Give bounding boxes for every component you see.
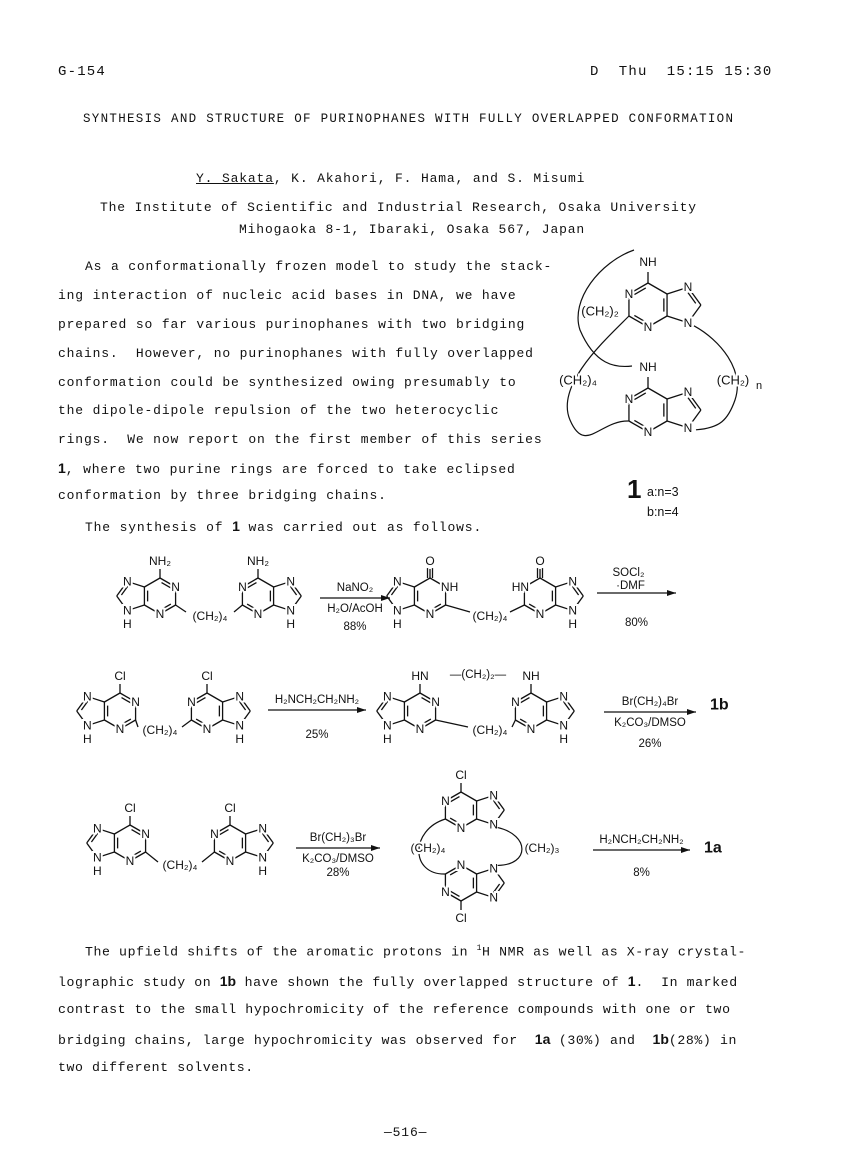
presenting-author: Y. Sakata bbox=[196, 171, 274, 186]
yield: 28% bbox=[326, 867, 350, 879]
chain-label: (CH₂) bbox=[716, 372, 750, 388]
atom-label: N bbox=[155, 607, 165, 621]
variant-a: a:n=3 bbox=[647, 485, 679, 499]
atom-label: H bbox=[559, 732, 569, 747]
atom-label: N bbox=[489, 788, 499, 803]
compound-ref: 1 bbox=[58, 460, 66, 476]
bridge-chain-label: —(CH₂)₂— bbox=[449, 669, 507, 681]
text-segment: bridging chains, large hypochromicity was observed for bbox=[58, 1033, 535, 1048]
substituent-label: Cl bbox=[201, 668, 213, 683]
text-segment: rings. We now report on the first member of this series bbox=[58, 432, 543, 447]
atom-label: N bbox=[683, 315, 693, 330]
atom-label: H bbox=[568, 617, 578, 632]
chain-label: (CH₂)₄ bbox=[142, 723, 178, 737]
bridge-chain bbox=[498, 828, 522, 866]
bond bbox=[461, 792, 477, 801]
text-segment: 1 bbox=[476, 944, 483, 953]
text-segment: contrast to the small hypochromicity of the reference compounds with one or two bbox=[58, 1002, 731, 1017]
double-bond bbox=[634, 288, 645, 295]
compound-number: 1 bbox=[627, 474, 642, 504]
atom-label: N bbox=[511, 695, 520, 709]
atom-label: H bbox=[122, 617, 132, 632]
yield: 26% bbox=[638, 738, 662, 750]
bond bbox=[436, 720, 468, 727]
text-segment: prepared so far various purinophanes with two bridging bbox=[58, 317, 526, 332]
substituent-label: NH₂ bbox=[149, 553, 171, 568]
atom-label: N bbox=[235, 718, 245, 733]
arrow-head bbox=[681, 847, 690, 853]
atom-label: N bbox=[441, 885, 450, 899]
double-bond bbox=[688, 293, 696, 304]
double-bond bbox=[634, 393, 645, 400]
bond bbox=[230, 825, 246, 834]
text-segment: conformation could be synthesized owing presumably to bbox=[58, 375, 517, 390]
text-segment: The upfield shifts of the aromatic protons in bbox=[85, 944, 477, 960]
atom-label: H bbox=[382, 732, 392, 747]
atom-label: H bbox=[92, 864, 102, 879]
reagent: Br(CH₂)₃Br bbox=[309, 832, 367, 844]
bond bbox=[144, 578, 160, 587]
substituent-label: Cl bbox=[224, 800, 236, 815]
bond bbox=[531, 693, 547, 702]
affiliation-line: Mihogaoka 8-1, Ibaraki, Osaka 567, Japan bbox=[239, 222, 586, 237]
bond bbox=[510, 605, 524, 612]
abstract-code: G-154 bbox=[58, 64, 107, 80]
substituent-label: NH bbox=[522, 668, 540, 683]
atom-label: N bbox=[141, 827, 150, 841]
reagent: SOCl₂ bbox=[612, 567, 645, 579]
chain-subscript: n bbox=[756, 380, 763, 392]
bond bbox=[207, 693, 223, 702]
chain-label: (CH₂)₄ bbox=[559, 372, 597, 388]
atom-label: N bbox=[489, 861, 499, 876]
atom-label: N bbox=[238, 580, 247, 594]
reagent: H₂NCH₂CH₂NH₂ bbox=[599, 834, 684, 846]
atom-label: N bbox=[382, 689, 392, 704]
bond bbox=[648, 283, 667, 294]
atom-label: N bbox=[171, 580, 180, 594]
atom-label: N bbox=[202, 722, 212, 736]
text-segment: conformation by three bridging chains. bbox=[58, 488, 387, 503]
arrow-head bbox=[371, 845, 380, 851]
substituent-label: Cl bbox=[455, 911, 467, 926]
atom-label: H bbox=[82, 732, 92, 747]
atom-label: H bbox=[286, 617, 296, 632]
atom-label: N bbox=[624, 392, 634, 406]
bond bbox=[540, 578, 556, 587]
bond bbox=[146, 852, 158, 862]
bond bbox=[258, 578, 274, 587]
atom-label: N bbox=[187, 695, 196, 709]
atom-label: N bbox=[643, 425, 653, 439]
atom-label: N bbox=[392, 574, 402, 589]
bond bbox=[461, 892, 477, 901]
atom-label: N bbox=[235, 689, 245, 704]
reagent: ·DMF bbox=[616, 580, 645, 592]
atom-label: N bbox=[683, 385, 693, 400]
substituent-label: Cl bbox=[455, 767, 467, 782]
substituent-label: HN bbox=[411, 668, 429, 683]
atom-label: N bbox=[526, 722, 536, 736]
bond bbox=[136, 720, 138, 727]
atom-label: N bbox=[624, 287, 634, 301]
bond bbox=[648, 388, 667, 399]
co-authors: , K. Akahori, F. Hama, and S. Misumi bbox=[273, 171, 586, 186]
bond bbox=[234, 605, 242, 612]
substituent-label: NH₂ bbox=[247, 553, 269, 568]
atom-label: N bbox=[456, 858, 466, 872]
text-segment: , where two purine rings are forced to take eclipsed bbox=[65, 462, 516, 477]
atom-label: N bbox=[225, 854, 235, 868]
substituent-label: Cl bbox=[124, 800, 136, 815]
text-segment: The synthesis of bbox=[85, 520, 233, 535]
atom-label: N bbox=[559, 718, 569, 733]
bond bbox=[104, 693, 120, 702]
session-info: D Thu 15:15 15:30 bbox=[590, 64, 773, 80]
atom-label: N bbox=[258, 850, 268, 865]
affiliation-line: The Institute of Scientific and Industrial Research, Osaka University bbox=[100, 200, 697, 215]
bond bbox=[114, 825, 130, 834]
atom-label: N bbox=[115, 722, 125, 736]
chain-label: (CH₂)₄ bbox=[410, 841, 446, 855]
atom-label: H bbox=[392, 617, 402, 632]
atom-label: N bbox=[286, 574, 296, 589]
atom-label: H bbox=[235, 732, 245, 747]
text-segment: H NMR as well as X-ray crystal- bbox=[482, 944, 746, 960]
atom-label: HN bbox=[511, 580, 530, 594]
compound-ref: 1b bbox=[219, 973, 237, 989]
text-segment: the dipole-dipole repulsion of the two heterocyclic bbox=[58, 403, 500, 418]
atom-label: N bbox=[125, 854, 135, 868]
atom-label: N bbox=[286, 603, 296, 618]
atom-label: N bbox=[568, 574, 578, 589]
page-number: —516— bbox=[384, 1125, 428, 1140]
yield: 25% bbox=[305, 729, 329, 741]
text-segment: . In marked bbox=[635, 975, 738, 990]
text-segment: lographic study on bbox=[58, 975, 220, 990]
atom-label: N bbox=[253, 607, 263, 621]
atom-label: N bbox=[415, 722, 425, 736]
product-1b: 1b bbox=[710, 696, 729, 714]
product-1a: 1a bbox=[704, 839, 722, 857]
atom-label: N bbox=[82, 689, 92, 704]
chain-label: (CH₂)₂ bbox=[581, 303, 619, 319]
atom-label: N bbox=[131, 695, 140, 709]
arrow-head bbox=[687, 709, 696, 715]
atom-label: N bbox=[92, 821, 102, 836]
atom-label: N bbox=[122, 574, 132, 589]
text-segment: (28%) in bbox=[668, 1033, 737, 1048]
atom-label: NH bbox=[440, 580, 459, 594]
chain-label: (CH₂)₃ bbox=[524, 841, 560, 855]
nh-label: NH bbox=[639, 255, 657, 270]
compound-ref: 1 bbox=[627, 973, 636, 989]
chain-label: (CH₂)₄ bbox=[472, 609, 508, 623]
bond bbox=[404, 693, 420, 702]
chain-label: (CH₂)₄ bbox=[472, 723, 508, 737]
atom-label: N bbox=[122, 603, 132, 618]
arrow-head bbox=[357, 707, 366, 713]
yield: 80% bbox=[624, 617, 649, 629]
bond bbox=[446, 605, 470, 612]
atom-label: N bbox=[489, 817, 499, 832]
bond bbox=[202, 852, 214, 862]
text-segment: was carried out as follows. bbox=[239, 520, 483, 535]
chain-label: (CH₂)₄ bbox=[192, 609, 228, 623]
atom-label: N bbox=[82, 718, 92, 733]
compound-ref: 1b bbox=[652, 1031, 669, 1047]
atom-label: N bbox=[431, 695, 440, 709]
atom-label: N bbox=[535, 607, 545, 621]
double-bond bbox=[688, 398, 696, 409]
substituent-label: Cl bbox=[114, 668, 126, 683]
text-segment: ing interaction of nucleic acid bases in DNA, we have bbox=[58, 288, 517, 303]
reagent: Br(CH₂)₄Br bbox=[621, 696, 679, 708]
text-segment: two different solvents. bbox=[58, 1060, 254, 1075]
atom-label: N bbox=[643, 320, 653, 334]
bond bbox=[176, 605, 186, 612]
atom-label: H bbox=[258, 864, 268, 879]
paper-title: SYNTHESIS AND STRUCTURE OF PURINOPHANES WITH FULLY OVERLAPPED CONFORMATION bbox=[83, 112, 735, 126]
bond bbox=[512, 720, 515, 727]
text-segment: As a conformationally frozen model to study the stack- bbox=[85, 259, 553, 274]
text-segment: (30%) and bbox=[550, 1033, 653, 1048]
atom-label: N bbox=[683, 420, 693, 435]
conditions: K₂CO₃/DMSO bbox=[302, 853, 374, 865]
atom-label: N bbox=[382, 718, 392, 733]
variant-b: b:n=4 bbox=[647, 505, 679, 519]
compound-ref: 1a bbox=[534, 1031, 551, 1047]
conditions: K₂CO₃/DMSO bbox=[614, 717, 686, 729]
atom-label: N bbox=[441, 794, 450, 808]
text-segment: have shown the fully overlapped structure of bbox=[236, 975, 628, 990]
bond bbox=[182, 720, 191, 727]
chain-label: (CH₂)₄ bbox=[162, 858, 198, 872]
substituent-label: O bbox=[425, 553, 435, 568]
nh-label: NH bbox=[639, 360, 657, 375]
atom-label: N bbox=[425, 607, 435, 621]
atom-label: N bbox=[92, 850, 102, 865]
atom-label: N bbox=[568, 603, 578, 618]
compound-ref: 1 bbox=[232, 518, 240, 534]
text-segment: chains. However, no purinophanes with fully overlapped bbox=[58, 346, 534, 361]
yield: 88% bbox=[343, 621, 367, 633]
reagent: NaNO₂ bbox=[336, 582, 374, 594]
yield: 8% bbox=[633, 867, 650, 879]
conditions: H₂O/AcOH bbox=[327, 603, 383, 615]
atom-label: N bbox=[559, 689, 569, 704]
atom-label: N bbox=[456, 821, 466, 835]
atom-label: N bbox=[258, 821, 268, 836]
atom-label: N bbox=[489, 890, 499, 905]
atom-label: N bbox=[683, 280, 693, 295]
atom-label: N bbox=[210, 827, 219, 841]
substituent-label: O bbox=[535, 553, 545, 568]
reagent: H₂NCH₂CH₂NH₂ bbox=[274, 694, 360, 706]
bond bbox=[414, 578, 430, 587]
atom-label: N bbox=[392, 603, 402, 618]
arrow-head bbox=[667, 590, 676, 596]
